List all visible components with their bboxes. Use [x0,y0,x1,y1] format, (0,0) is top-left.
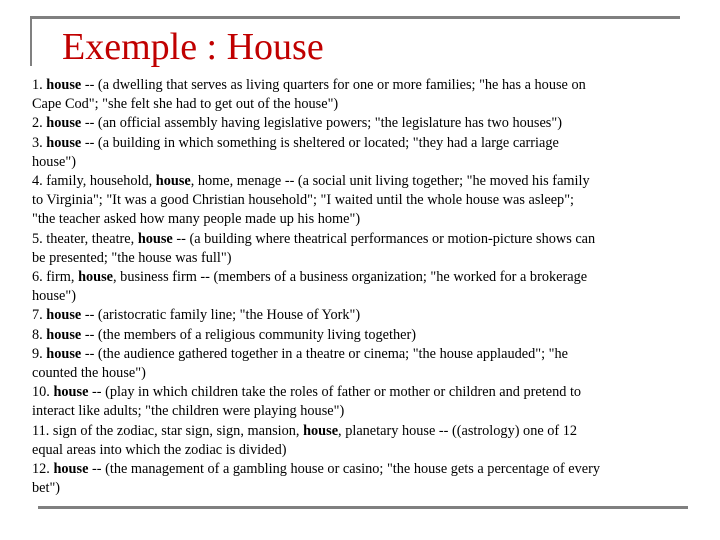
definition-gloss: -- (play in which children take the roles of father or mother or children and pretend to [88,384,582,401]
definition-prefix: 5. theater, theatre, [32,230,138,247]
definition-line [32,76,600,95]
definition-term: house [303,422,339,439]
top-rule [30,16,680,19]
definition-gloss: , home, menage -- (a social unit living together; "he moved his family [190,173,590,190]
definition-gloss: -- (the audience gathered together in a theatre or cinema; "the house applauded"; "he [81,345,568,362]
definition-continuation: Cape Cod"; "she felt she had to get out of the house") [32,96,339,113]
bottom-rule [38,506,688,509]
definition-line [32,326,600,345]
definition-continuation: house") [32,288,76,305]
definition-term: house [46,134,82,151]
definition-line [32,114,600,133]
definition-item [32,460,600,498]
definition-gloss: -- (a dwelling that serves as living quarters for one or more families; "he has a house on [81,77,586,93]
definition-line [32,383,600,402]
definition-continuation: equal areas into which the zodiac is divided) [32,441,287,458]
definition-line [32,134,600,153]
definition-continuation: interact like adults; "the children were playing house") [32,403,345,420]
definition-item [32,326,600,345]
definition-gloss: -- (the members of a religious community living together) [81,326,416,343]
definition-item [32,306,600,325]
definition-continuation: house") [32,153,76,170]
definition-item [32,422,600,460]
definition-line [32,345,600,364]
definition-prefix: 2. [32,115,47,132]
definition-item [32,383,600,421]
definition-term: house [46,77,82,93]
definition-prefix: 7. [32,307,47,324]
definition-gloss: , planetary house -- ((astrology) one of 12 [338,422,578,439]
definition-term: house [46,345,82,362]
definition-item [32,268,600,306]
definition-term: house [137,230,173,247]
definition-term: house [46,115,82,132]
definition-item [32,345,600,383]
definition-term: house [46,307,82,324]
definition-item [32,172,600,230]
definition-prefix: 4. family, household, [32,173,156,190]
definition-prefix: 6. firm, [32,269,79,286]
definition-gloss: -- (an official assembly having legislative powers; "the legislature has two houses") [81,115,562,132]
definition-item [32,134,600,172]
definition-prefix: 9. [32,345,47,362]
slide-title: Exemple : House [62,26,324,68]
definition-line [32,422,600,441]
definition-gloss: -- (aristocratic family line; "the House of York") [81,307,361,324]
definition-line [32,306,600,325]
definition-gloss: -- (a building where theatrical performances or motion-picture shows can [172,230,596,247]
definition-gloss: -- (the management of a gambling house or casino; "the house gets a percentage of every [88,461,601,478]
definition-term: house [46,326,82,343]
definition-continuation: to Virginia"; "It was a good Christian household"; "I waited until the whole house was asleep"; [32,192,574,209]
definition-continuation: be presented; "the house was full") [32,249,232,266]
definition-item [32,230,600,268]
definition-prefix: 8. [32,326,47,343]
definition-gloss: , business firm -- (members of a business organization; "he worked for a brokerage [113,269,588,286]
left-rule [30,16,32,66]
definition-item [32,114,600,133]
definition-item [32,76,600,114]
definition-line [32,230,600,249]
definition-line [32,172,600,191]
definition-term: house [53,384,89,401]
definition-prefix: 10. [32,384,54,401]
definition-gloss: -- (a building in which something is sheltered or located; "they had a large carriage [81,134,559,151]
definition-prefix: 1. [32,77,47,93]
definition-prefix: 11. sign of the zodiac, star sign, sign, mansion, [32,422,304,439]
definition-term: house [53,461,89,478]
definition-line [32,460,600,479]
definition-list [32,76,600,498]
definition-continuation: "the teacher asked how many people made up his home") [32,211,361,228]
definition-line [32,268,600,287]
definition-prefix: 12. [32,461,54,478]
definition-continuation: bet") [32,480,61,497]
definition-term: house [155,173,191,190]
definition-continuation: counted the house") [32,365,146,382]
definition-prefix: 3. [32,134,47,151]
definition-term: house [78,269,114,286]
